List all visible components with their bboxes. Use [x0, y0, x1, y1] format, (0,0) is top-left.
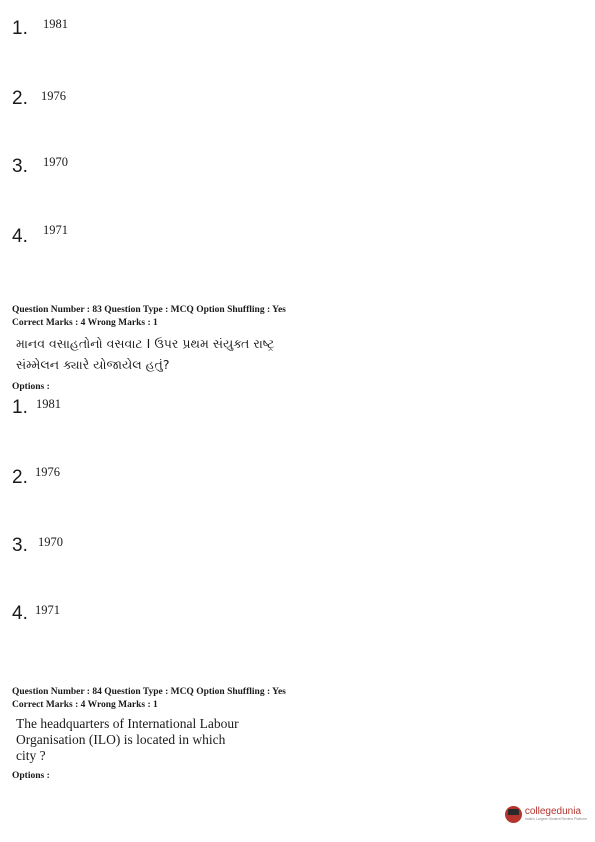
- q84-meta-line1: Question Number : 84 Question Type : MCQ Option Shuffling : Yes: [12, 687, 286, 697]
- q83-option-3-value: 1970: [38, 535, 63, 549]
- q83-options-label: Options :: [12, 382, 50, 392]
- prev-option-3-number: 3.: [12, 156, 28, 177]
- q83-meta-line1: Question Number : 83 Question Type : MCQ Option Shuffling : Yes: [12, 305, 286, 315]
- q84-text-line2: Organisation (ILO) is located in which: [16, 732, 226, 747]
- q84-meta-line2: Correct Marks : 4 Wrong Marks : 1: [12, 700, 158, 710]
- prev-option-3-value: 1970: [43, 155, 68, 169]
- q83-text-line1: માનવ વસાહતોનો વસવાટ I ઉપર પ્રથમ સંયુક્ત રાષ્ટ્ર: [16, 336, 275, 351]
- q83-option-4-value: 1971: [35, 603, 60, 617]
- q83-option-2-value: 1976: [35, 465, 60, 479]
- prev-option-2-value: 1976: [41, 89, 66, 103]
- prev-option-2-number: 2.: [12, 88, 28, 109]
- q83-option-4-number: 4.: [12, 603, 28, 624]
- q83-option-3-number: 3.: [12, 535, 28, 556]
- q84-text-line3: city ?: [16, 748, 46, 763]
- q84-text-line1: The headquarters of International Labour: [16, 716, 239, 731]
- prev-option-1-value: 1981: [43, 17, 68, 31]
- graduation-cap-icon: [505, 806, 522, 823]
- watermark-tagline: India's Largest Student Review Platform: [524, 817, 587, 821]
- watermark-brand: collegedunia: [524, 806, 582, 817]
- prev-option-4-value: 1971: [43, 223, 68, 237]
- prev-option-4-number: 4.: [12, 226, 28, 247]
- q83-option-1-value: 1981: [36, 397, 61, 411]
- q84-options-label: Options :: [12, 771, 50, 781]
- collegedunia-watermark: [505, 806, 587, 823]
- q83-option-2-number: 2.: [12, 467, 28, 488]
- q83-option-1-number: 1.: [12, 397, 28, 418]
- q83-meta-line2: Correct Marks : 4 Wrong Marks : 1: [12, 318, 158, 328]
- q83-text-line2: સંમ્મેલન ક્યારે યોજાયેલ હતું?: [16, 357, 170, 372]
- prev-option-1-number: 1.: [12, 18, 28, 39]
